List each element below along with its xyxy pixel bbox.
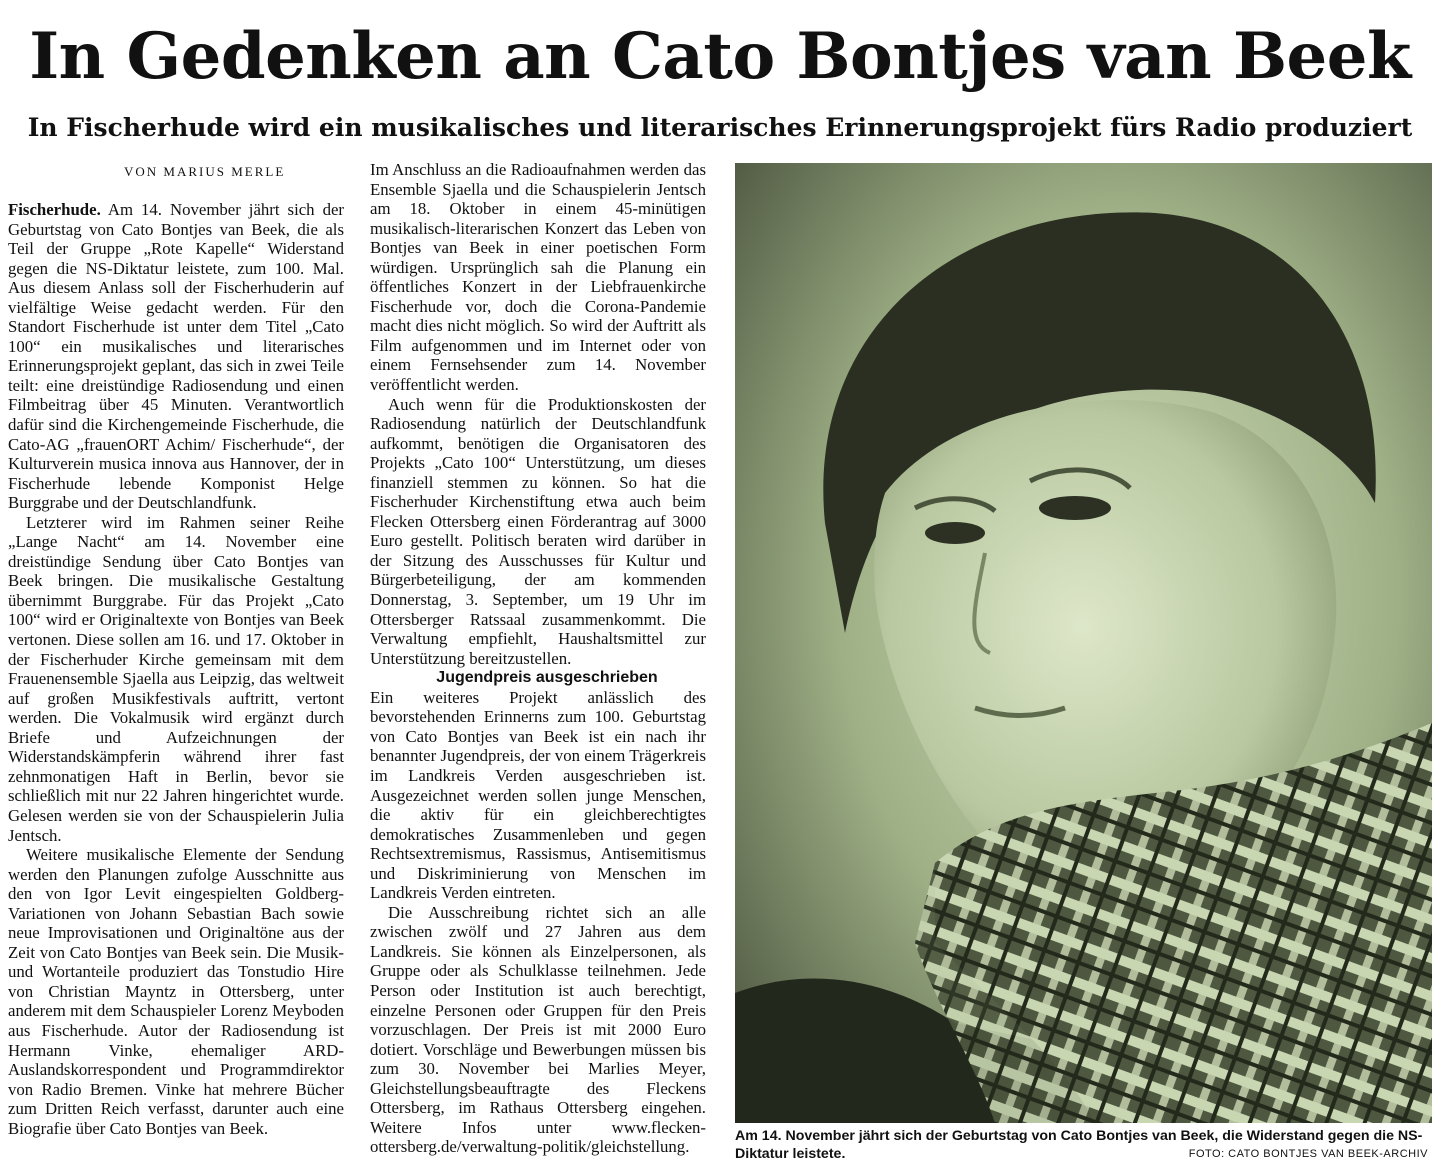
paragraph-text: Am 14. November jährt sich der Geburtstag von Cato Bontjes van Beek, die als Teil der Gruppe „Rote Kapelle“ Widerstand gegen die NS-Diktatur leistete, zum 100. Mal. Aus diesem Anlass soll der Fischerhuderin auf vielfältige Weise gedacht werden. Für den Standort Fischerhude ist unter dem Titel „Cato 100“ ein musikalisches und literarisches Erinnerungsprojekt geplant, das sich in zwei Teile teilt: eine dreistündige Radiosendung und einen Filmbeitrag über 45 Minuten. Verantwortlich dafür sind die Kirchengemeinde Fischerhude, die Cato-AG „frauenORT Achim/ Fischerhude“, der Kulturverein musica innova aus Hannover, der in Fischerhude lebende Komponist Helge Burggrabe und der Deutschlandfunk. bbox=[8, 200, 344, 513]
photo-credit: FOTO: CATO BONTJES VAN BEEK-ARCHIV bbox=[1188, 1148, 1428, 1160]
byline: VON MARIUS MERLE bbox=[124, 164, 286, 179]
paragraph: Im Anschluss an die Radioaufnahmen werden das Ensemble Sjaella und die Schauspielerin Jentsch am 18. Oktober in einem 45-minütigen musikalisch-literarischen Konzert das Leben von Bontjes van Beek in einer poetischen Form würdigen. Ursprünglich sah die Planung ein öffentliches Konzert in der Liebfrauenkirche Fischerhude vor, doch die Corona-Pandemie macht dies nicht möglich. So wird der Auftritt als Film aufgenommen und im Internet oder von einem Fernsehsender zum 14. November veröffentlicht werden. bbox=[370, 160, 706, 395]
paragraph: Die Ausschreibung richtet sich an alle zwischen zwölf und 27 Jahren aus dem Landkreis. Sie können als Einzelpersonen, als Gruppe oder als Schulklasse teilnehmen. Jede Person oder Institution ist auch berechtigt, einzelne Personen oder Gruppen für den Preis vorzuschlagen. Der Preis ist mit 2000 Euro dotiert. Vorschläge und Bewerbungen müssen bis zum 30. November bei Marlies Meyer, Gleichstellungsbeauftragte des Fleckens Ottersberg, im Rathaus Ottersberg eingehen. Weitere Infos unter www.flecken-ottersberg.de/verwaltung-politik/gleichstellung. bbox=[370, 902, 706, 1157]
paragraph bbox=[8, 200, 344, 513]
paragraph: Ein weiteres Projekt anlässlich des bevorstehenden Erinnerns zum 100. Geburtstag von Cato Bontjes van Beek ist ein nach ihr benannter Jugendpreis, der von einem Trägerkreis im Landkreis Verden ausgeschrieben ist. Ausgezeichnet werden sollen junge Menschen, die aktiv für ein gleichberechtigtes demokratisches Zusammenleben und gegen Rechtsextremismus, Rassismus, Antisemitismus und Diskriminierung von Menschen im Landkreis Verden eintreten. bbox=[370, 687, 706, 903]
subheadline: In Fischerhude wird ein musikalisches und literarisches Erinnerungsprojekt fürs Radio produziert bbox=[27, 113, 1413, 142]
article-column-1 bbox=[8, 200, 344, 1138]
paragraph: Auch wenn für die Produktionskosten der Radiosendung natürlich der Deutschlandfunk aufkommt, benötigen die Organisatoren des Projekts „Cato 100“ Unterstützung, um dieses finanziell stemmen zu können. So hat die Fischerhuder Kirchenstiftung etwa auch beim Flecken Ottersberg einen Förderantrag auf 3000 Euro gestellt. Politisch beraten wird darüber in der Sitzung des Ausschusses für Kultur und Bürgerbeteiligung, der am kommenden Donnerstag, 3. September, um 19 Uhr im Ottersberger Ratssaal zusammenkommt. Die Verwaltung empfiehlt, Haushaltsmittel zur Unterstützung bereitzustellen. bbox=[370, 394, 706, 668]
paragraph: Weitere musikalische Elemente der Sendung werden den Planungen zufolge Ausschnitte aus den von Igor Levit eingespielten Goldberg-Variationen von Johann Sebastian Bach sowie neue Improvisationen und Originaltöne aus der Zeit von Cato Bontjes van Beek sein. Die Musik- und Wortanteile produziert das Tonstudio Hire von Christian Mayntz in Ottersberg, unter anderem mit dem Schauspieler Lorenz Meyboden aus Fischerhude. Autor der Radiosendung ist Hermann Vinke, ehemaliger ARD-Auslandskorrespondent und Programmdirektor von Radio Bremen. Vinke hat mehrere Bücher zum Dritten Reich verfasst, darunter auch eine Biografie über Cato Bontjes van Beek. bbox=[8, 845, 344, 1138]
portrait-illustration bbox=[735, 163, 1432, 1123]
portrait-photo bbox=[735, 163, 1432, 1123]
headline: In Gedenken an Cato Bontjes van Beek bbox=[29, 19, 1411, 94]
paragraph: Letzterer wird im Rahmen seiner Reihe „Lange Nacht“ am 14. November eine dreistündige Sendung über Cato Bontjes van Beek bringen. Die musikalische Gestaltung übernimmt Burggrabe. Für das Projekt „Cato 100“ wird er Originaltexte von Bontjes van Beek vertonen. Diese sollen am 16. und 17. Oktober in der Fischerhuder Kirche gemeinsam mit dem Frauenensemble Sjaella aus Leipzig, das weltweit auf großen Musikfestivals auftritt, vertont werden. Die Vokalmusik wird ergänzt durch Briefe und Aufzeichnungen der Widerstandskämpferin während ihrer fast zehnmonatigen Haft in Berlin, bevor sie schließlich mit nur 22 Jahren hingerichtet wurde. Gelesen werden sie von der Schauspielerin Julia Jentsch. bbox=[8, 512, 344, 845]
section-heading: Jugendpreis ausgeschrieben bbox=[436, 669, 658, 687]
dateline: Fischerhude. bbox=[8, 200, 101, 219]
article-column-2 bbox=[370, 160, 706, 1157]
photo-caption: Am 14. November jährt sich der Geburtstag von Cato Bontjes van Beek, die Widerstand gegen die NS-Diktatur leistete. bbox=[735, 1128, 1423, 1162]
